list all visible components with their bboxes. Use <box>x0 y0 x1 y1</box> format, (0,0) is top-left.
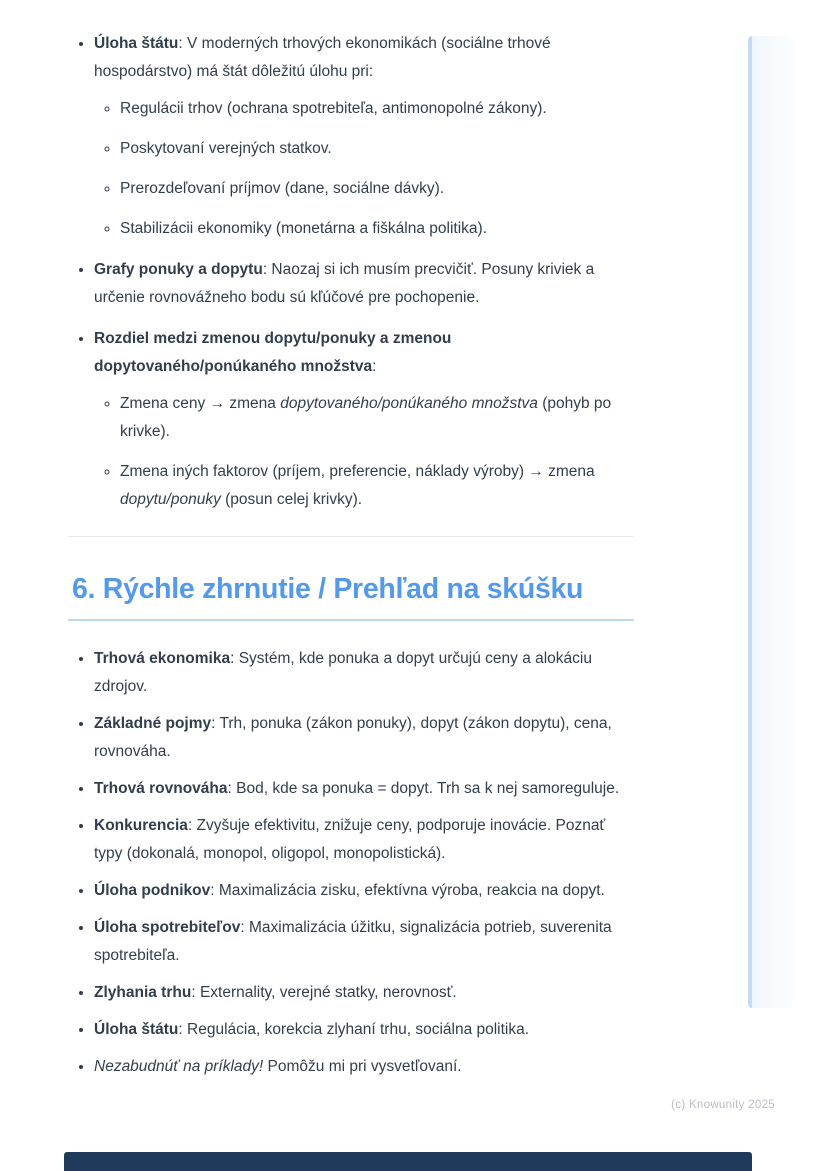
list-item-text: Trhová ekonomika <box>94 650 231 667</box>
list-item-text: Nezabudnúť na príklady! <box>94 1058 264 1075</box>
list-item <box>94 914 634 970</box>
list-item-text: Pomôžu mi pri vysvetľovaní. <box>263 1058 462 1075</box>
list-item-text: Úloha podnikov <box>94 882 211 899</box>
summary-bullet-list <box>72 645 634 1081</box>
sub-list <box>94 95 634 243</box>
list-item-text: Rozdiel medzi zmenou dopytu/ponuky a zmenou dopytovaného/ponúkaného množstva <box>94 330 452 375</box>
list-item <box>94 877 634 905</box>
list-item <box>120 390 620 446</box>
notes-bullet-list <box>72 30 634 514</box>
list-item-text: (posun celej krivky). <box>220 491 363 508</box>
list-item-text: : V moderných trhových ekonomikách (sociálne trhové hospodárstvo) má štát dôležitú úlohu pri: <box>94 35 551 80</box>
list-item <box>94 812 634 868</box>
list-item-text: Zmena ceny → zmena <box>120 395 281 412</box>
sub-list <box>94 390 634 514</box>
list-item-text: Zmena iných faktorov (príjem, preferencie, náklady výroby) → zmena <box>120 463 595 480</box>
list-item <box>120 458 620 514</box>
list-item <box>94 710 634 766</box>
list-item <box>120 95 620 123</box>
list-item-text: Úloha štátu <box>94 35 179 52</box>
list-item <box>120 135 620 163</box>
list-item <box>120 175 620 203</box>
list-item-text: : Bod, kde sa ponuka = dopyt. Trh sa k nej samoreguluje. <box>227 780 620 797</box>
list-item <box>120 215 620 243</box>
page-edge-strip <box>748 36 793 1008</box>
list-item <box>94 1053 634 1081</box>
list-item <box>94 30 634 243</box>
page-content <box>72 30 634 1090</box>
footer-copyright: (c) Knowunity 2025 <box>671 1099 775 1111</box>
list-item-text: Regulácii trhov (ochrana spotrebiteľa, antimonopolné zákony). <box>120 100 547 117</box>
list-item-text: Úloha štátu <box>94 1021 179 1038</box>
list-item-text: : Regulácia, korekcia zlyhaní trhu, sociálna politika. <box>178 1021 530 1038</box>
list-item-text: : Maximalizácia zisku, efektívna výroba, reakcia na dopyt. <box>210 882 605 899</box>
next-page-edge-bar <box>64 1152 752 1171</box>
list-item-text: Konkurencia <box>94 817 188 834</box>
list-item-text: Úloha spotrebiteľov <box>94 919 241 936</box>
list-item-text: Grafy ponuky a dopytu <box>94 261 263 278</box>
list-item-text: (pohyb po krivke). <box>120 395 612 440</box>
list-item-text: dopytovaného/ponúkaného množstva <box>280 395 538 412</box>
list-item <box>94 1016 634 1044</box>
list-item-text: : Trh, ponuka (zákon ponuky), dopyt (zákon dopytu), cena, rovnováha. <box>94 715 612 760</box>
list-item-text: Prerozdeľovaní príjmov (dane, sociálne dávky). <box>120 180 445 197</box>
list-item-text: Zlyhania trhu <box>94 984 192 1001</box>
list-item-text: : Naozaj si ich musím precvičiť. Posuny kriviek a určenie rovnovážneho bodu sú kľúčové pre pochopenie. <box>94 261 595 306</box>
list-item <box>94 256 634 312</box>
list-item-text: : <box>372 358 377 375</box>
list-item <box>94 979 634 1007</box>
list-item-text: Stabilizácii ekonomiky (monetárna a fiškálna politika). <box>120 220 487 237</box>
list-item <box>94 775 634 803</box>
section-heading: 6. Rýchle zhrnutie / Prehľad na skúšku <box>68 573 634 621</box>
list-item-text: dopytu/ponuky <box>120 491 221 508</box>
list-item-text: Základné pojmy <box>94 715 212 732</box>
list-item-text: Trhová rovnováha <box>94 780 228 797</box>
section-divider <box>68 536 634 537</box>
list-item <box>94 645 634 701</box>
list-item-text: Poskytovaní verejných statkov. <box>120 140 332 157</box>
list-item <box>94 325 634 514</box>
list-item-text: : Systém, kde ponuka a dopyt určujú ceny a alokáciu zdrojov. <box>94 650 592 695</box>
list-item-text: : Zvyšuje efektivitu, znižuje ceny, podporuje inovácie. Poznať typy (dokonalá, monopol, oligopol, monopolistická). <box>94 817 606 862</box>
list-item-text: : Maximalizácia úžitku, signalizácia potrieb, suverenita spotrebiteľa. <box>94 919 612 964</box>
list-item-text: : Externality, verejné statky, nerovnosť. <box>191 984 457 1001</box>
